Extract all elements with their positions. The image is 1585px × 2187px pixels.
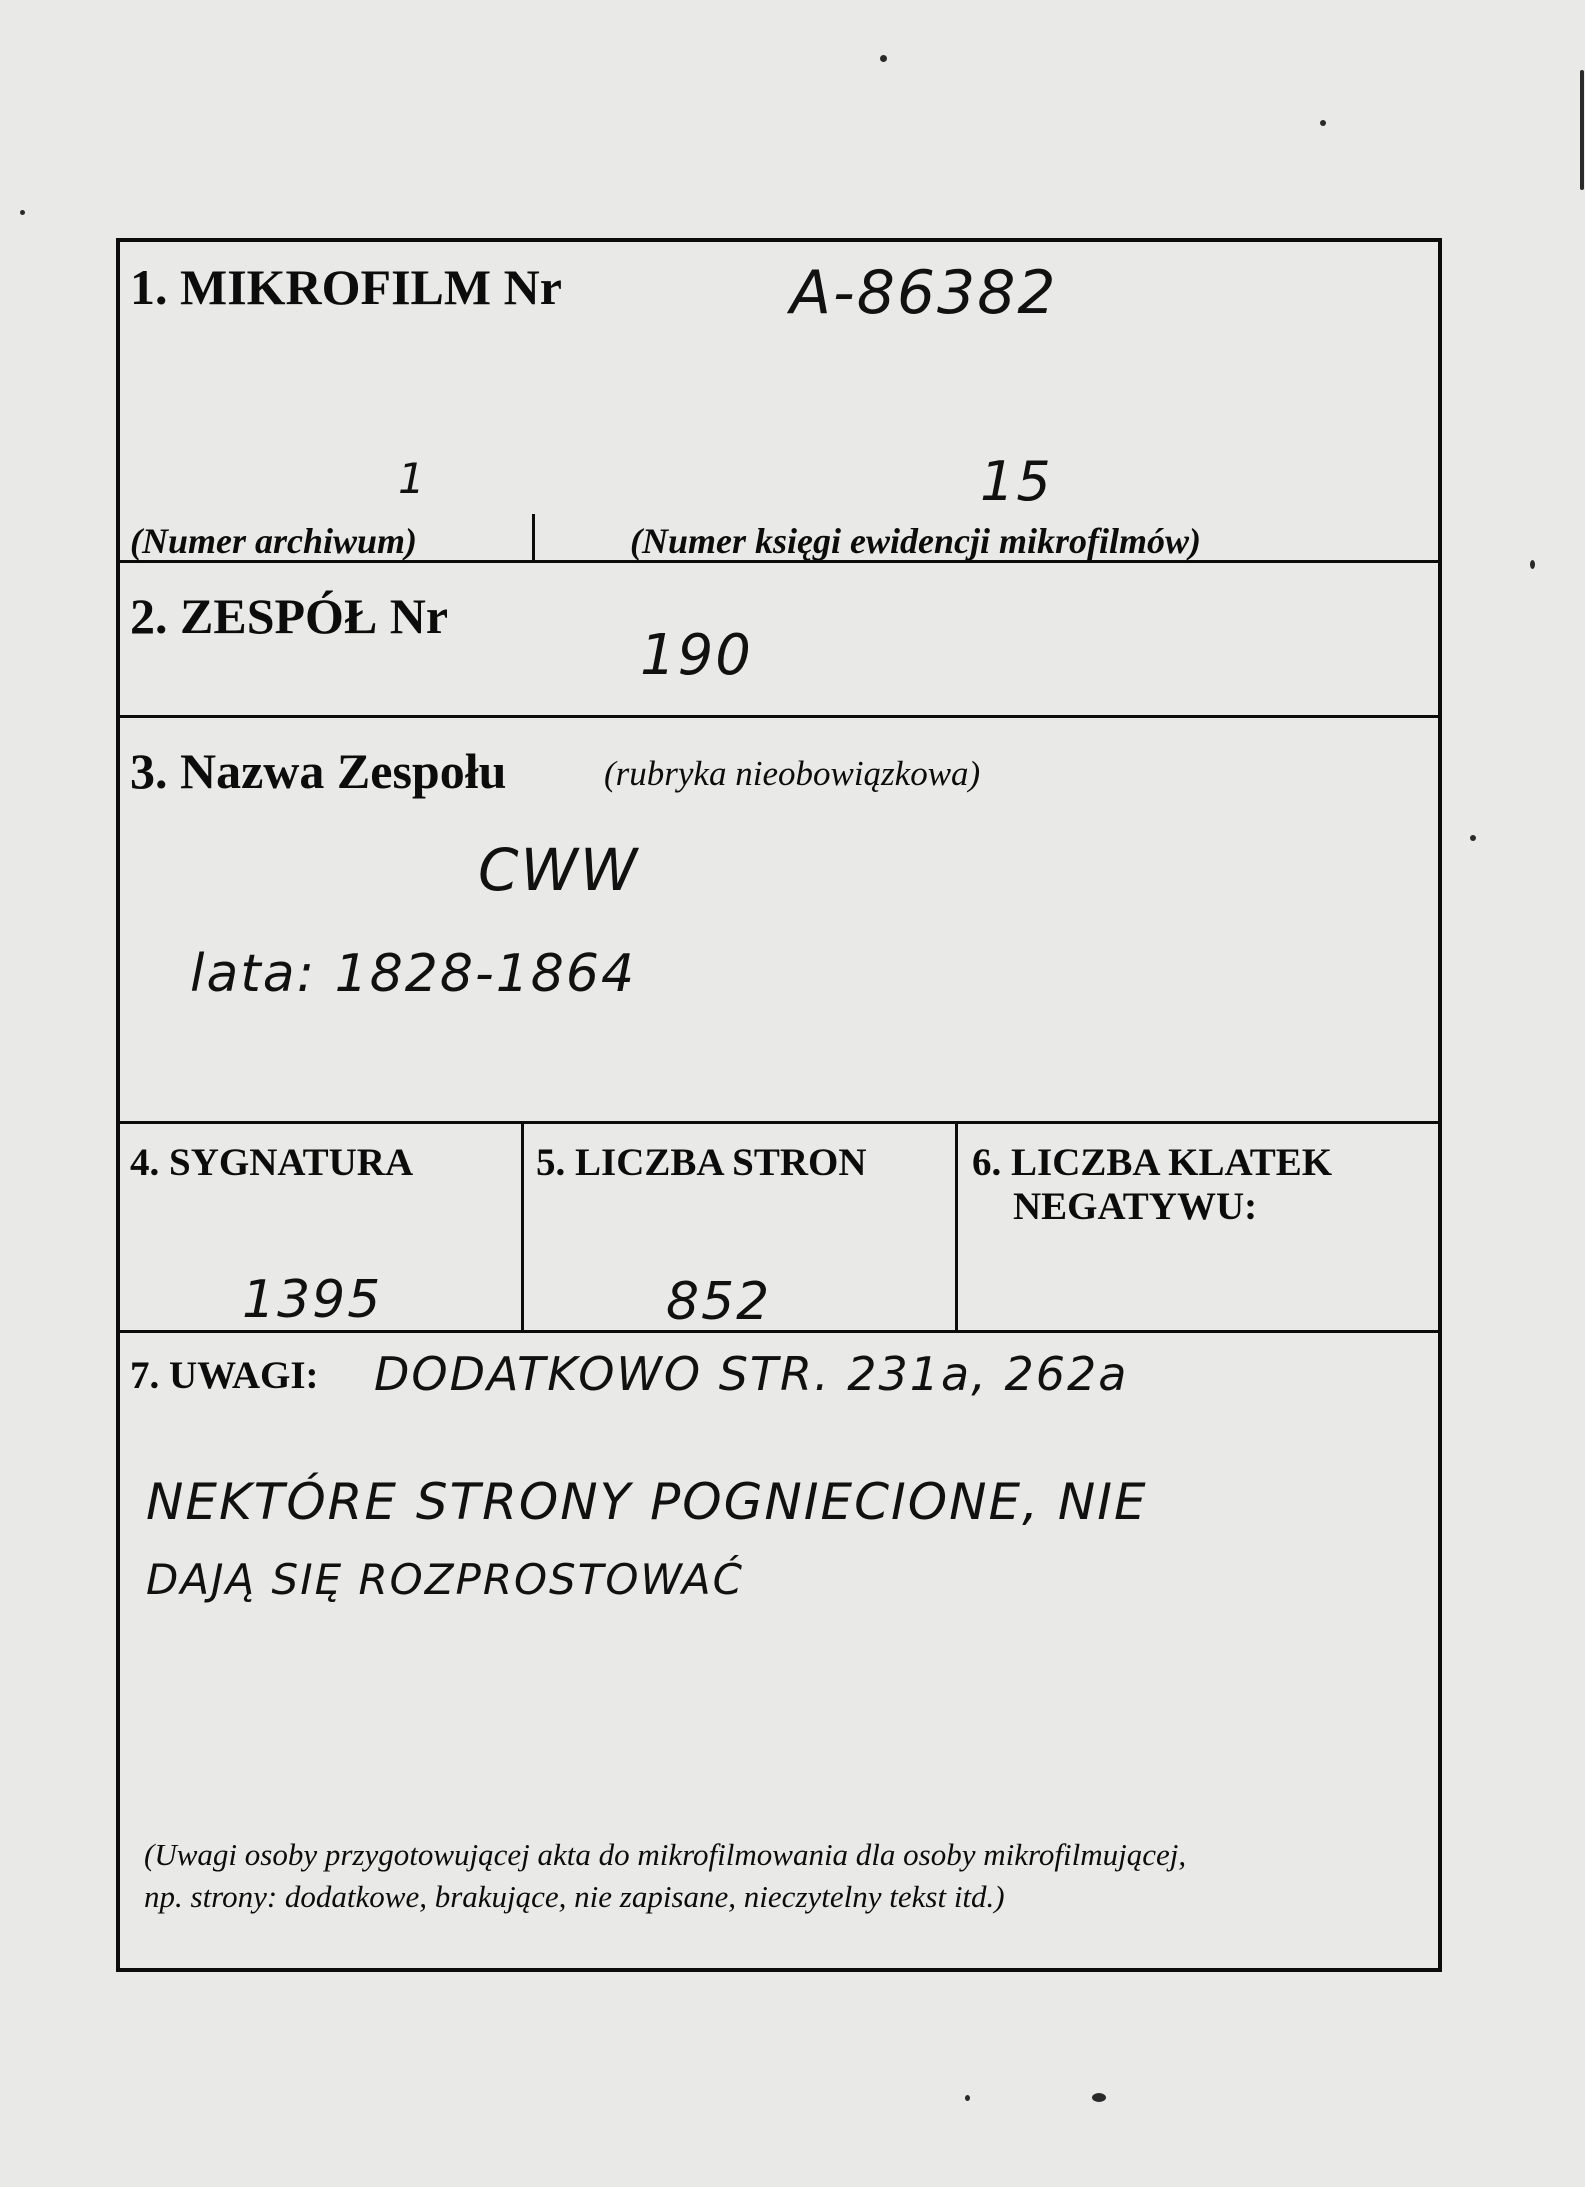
fonds-number-section: [120, 563, 1438, 718]
fonds-name-section: [120, 718, 1438, 1124]
remarks-line-2: NEKTÓRE STRONY POGNIECIONE, NIE: [146, 1473, 1148, 1531]
remarks-line-3: DAJĄ SIĘ ROZPROSTOWAĆ: [146, 1555, 744, 1604]
signature-label: 4. SYGNATURA: [130, 1141, 414, 1184]
archive-number-caption: (Numer archiwum): [130, 521, 418, 561]
page-count-value: 852: [666, 1272, 772, 1332]
register-number-caption: (Numer księgi ewidencji mikrofilmów): [630, 521, 1201, 561]
noise-speck: [880, 55, 887, 62]
remarks-footnote-1: (Uwagi osoby przygotowującej akta do mikrofilmowania dla osoby mikrofilmującej,: [144, 1837, 1187, 1872]
negative-frames-label-cont: NEGATYWU:: [1013, 1185, 1258, 1228]
negative-frames-label: 6. LICZBA KLATEK: [972, 1141, 1333, 1184]
fonds-dates-value: lata: 1828-1864: [190, 944, 637, 1004]
fonds-number-label: 2. ZESPÓŁ Nr: [130, 588, 449, 644]
fonds-number-value: 190: [640, 623, 753, 688]
microfilm-card: [116, 238, 1442, 1972]
details-section: [120, 1124, 1438, 1333]
signature-value: 1395: [242, 1270, 383, 1330]
microfilm-number-label: 1. MIKROFILM Nr: [130, 259, 562, 315]
noise-speck: [1580, 70, 1584, 190]
noise-speck: [1320, 120, 1326, 126]
fonds-name-value: CWW: [478, 836, 640, 904]
fonds-name-label: 3. Nazwa Zespołu: [130, 743, 507, 799]
microfilm-section: [120, 242, 1438, 563]
column-divider: [521, 1124, 524, 1330]
register-number-value: 15: [980, 450, 1053, 513]
archive-number-value: 1: [398, 454, 427, 503]
column-divider: [955, 1124, 958, 1330]
noise-speck: [1092, 2093, 1106, 2102]
page-count-label: 5. LICZBA STRON: [536, 1141, 867, 1184]
noise-speck: [1530, 560, 1535, 569]
field-divider: [532, 514, 535, 561]
remarks-label: 7. UWAGI:: [130, 1354, 319, 1397]
remarks-section: [120, 1333, 1438, 1968]
noise-speck: [1470, 835, 1476, 841]
noise-speck: [20, 210, 25, 215]
microfilm-number-value: A-86382: [790, 258, 1058, 328]
remarks-line-1: DODATKOWO STR. 231a, 262a: [374, 1347, 1129, 1401]
remarks-footnote-2: np. strony: dodatkowe, brakujące, nie zapisane, nieczytelny tekst itd.): [144, 1879, 1005, 1914]
noise-speck: [965, 2095, 970, 2101]
fonds-name-note: (rubryka nieobowiązkowa): [604, 754, 981, 793]
